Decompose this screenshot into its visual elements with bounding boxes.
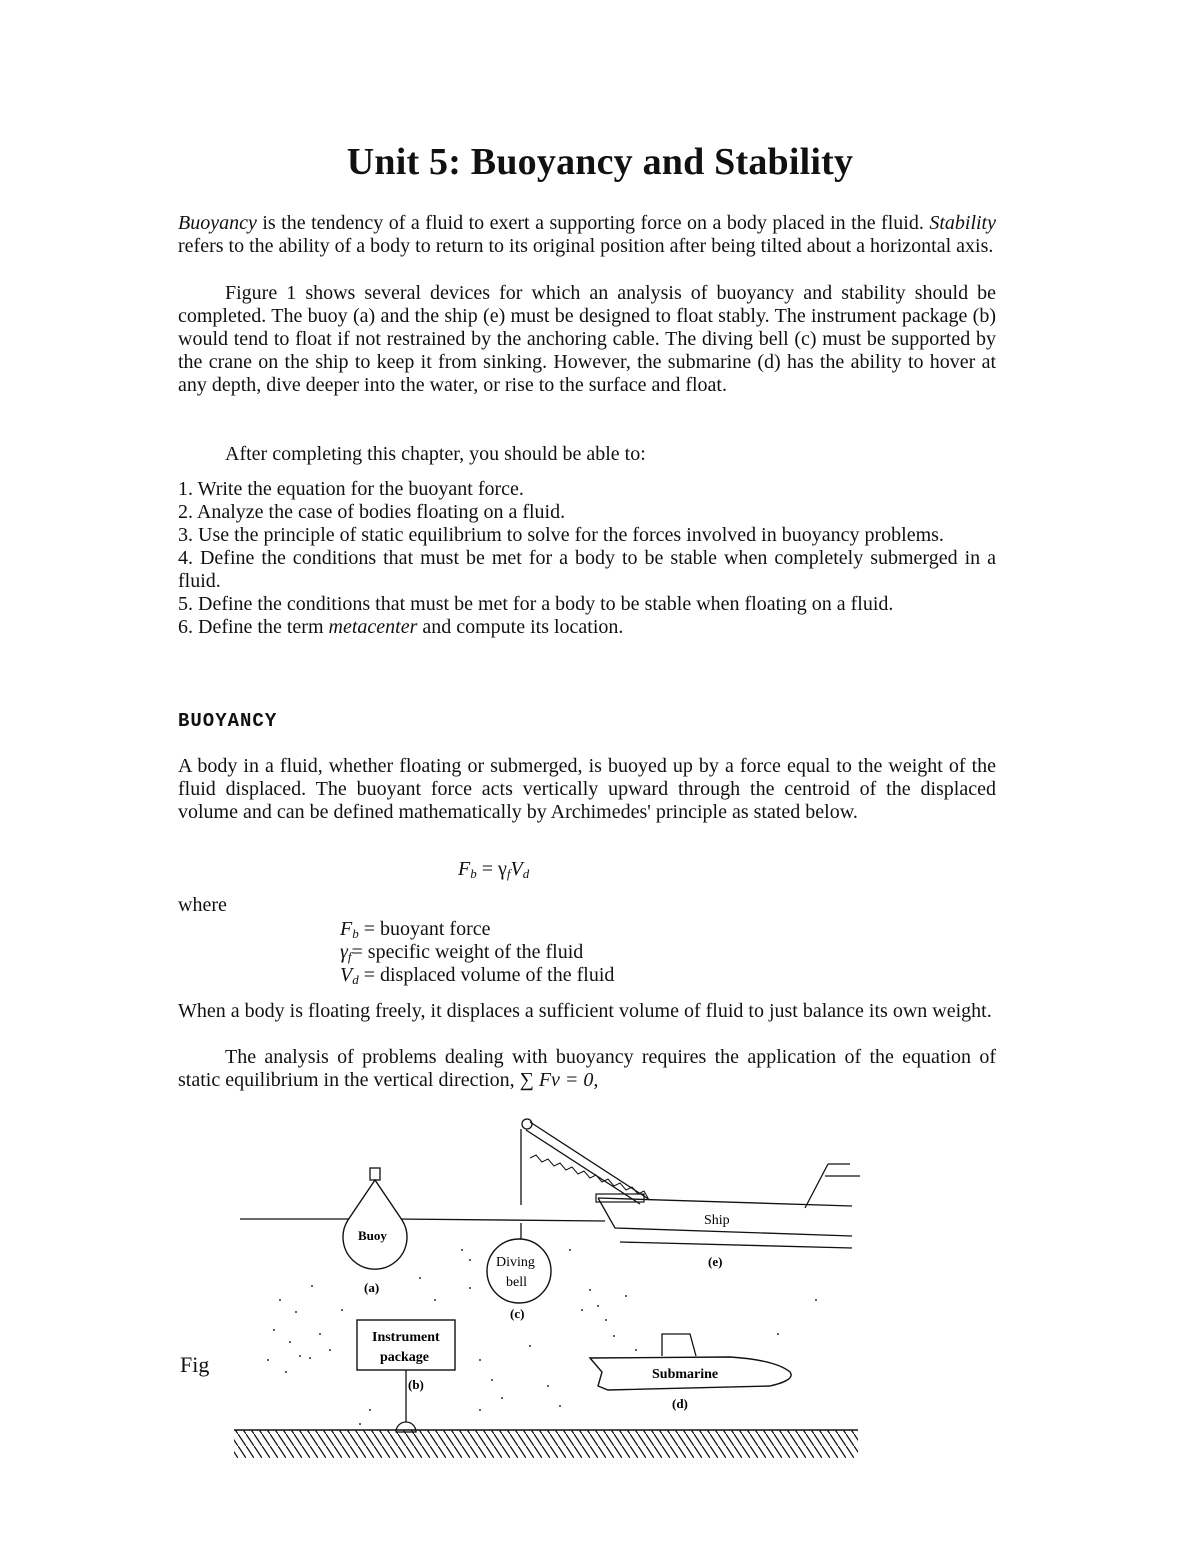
diving-bell-label-2: bell [506, 1275, 527, 1290]
buoyancy-paragraph-3 [178, 1046, 996, 1092]
ship-tag: (e) [708, 1254, 723, 1269]
intro-paragraph-2: Figure 1 shows several devices for which an analysis of buoyancy and stability should be completed. The buoy (a) and the ship (e) must be designed to float stably. The instrument package (b) would tend to float if not restrained by the anchoring cable. The diving bell (c) must be supported by the crane on the ship to keep it from sinking. However, the submarine (d) has the ability to hover at any depth, dive deeper into the water, or rise to the surface and float. [178, 282, 996, 396]
eq-rhs: V [510, 858, 523, 880]
eq-lhs-sub: b [470, 866, 477, 881]
instrument-label-2: package [380, 1350, 429, 1365]
eq-rhs-sub: d [522, 866, 530, 881]
def-text: = displaced volume of the fluid [358, 964, 615, 986]
eq-lhs: F [458, 858, 471, 880]
where-label: where [178, 894, 227, 916]
section-heading: BUOYANCY [178, 710, 278, 732]
water-surface [240, 1219, 605, 1221]
def-sub: f [347, 949, 352, 964]
def-symbol: F [340, 918, 353, 940]
objective-item: 3. Use the principle of static equilibrium to solve for the forces involved in buoyancy problems. [178, 524, 944, 546]
objectives-lead: After completing this chapter, you should be able to: [225, 443, 646, 465]
objective-item: 1. Write the equation for the buoyant force. [178, 478, 524, 500]
definition-item [340, 964, 614, 987]
figure-caption-fragment: Fig [180, 1352, 210, 1377]
intro-paragraph-1 [178, 212, 996, 258]
buoyancy-paragraph-2: When a body is floating freely, it displaces a sufficient volume of fluid to just balance its own weight. [178, 1000, 992, 1022]
def-text: = buoyant force [358, 918, 491, 940]
term-metacenter: metacenter [328, 616, 418, 638]
def-sub: b [352, 926, 359, 941]
objective-item: 2. Analyze the case of bodies floating on a fluid. [178, 501, 566, 523]
submarine-label: Submarine [652, 1367, 719, 1382]
ship [598, 1164, 860, 1269]
submarine-tag: (d) [672, 1396, 688, 1411]
definition-item [340, 918, 614, 941]
diving-bell [487, 1239, 551, 1321]
crane [521, 1119, 650, 1240]
buoyancy-devices-figure [230, 1110, 870, 1470]
instrument-tag: (b) [408, 1377, 424, 1392]
buoy-label: Buoy [358, 1228, 387, 1243]
instrument-label-1: Instrument [372, 1330, 440, 1345]
ship-label: Ship [704, 1213, 730, 1228]
objective-6-prefix: 6. Define the term [178, 616, 329, 638]
objectives-list [178, 478, 996, 639]
archimedes-equation [458, 858, 529, 881]
definition-item [340, 941, 614, 964]
def-symbol: γ [340, 941, 348, 963]
seabed [234, 1430, 858, 1458]
submarine [590, 1334, 791, 1411]
eq-mid: = γ [476, 858, 507, 880]
page-title: Unit 5: Buoyancy and Stability [346, 141, 854, 183]
p3-text: The analysis of problems dealing with buoyancy requires the application of the equation of static equilibrium in the vertical direction, [178, 1046, 996, 1091]
intro-text-1: is the tendency of a fluid to exert a supporting force on a body placed in the fluid. [256, 212, 930, 234]
objective-6-suffix: and compute its location. [417, 616, 624, 638]
buoy-tag: (a) [364, 1280, 380, 1295]
instrument-package [357, 1320, 455, 1432]
definitions-list [340, 918, 614, 987]
intro-text-2: refers to the ability of a body to return to its original position after being tilted about a horizontal axis. [178, 235, 994, 257]
term-buoyancy: Buoyancy [178, 212, 257, 234]
def-sub: d [352, 972, 359, 987]
objective-item-6 [178, 616, 996, 639]
buoy [343, 1168, 407, 1295]
diving-bell-tag: (c) [510, 1306, 525, 1321]
objective-item: 4. Define the conditions that must be met for a body to be stable when completely submerged in a fluid. [178, 547, 996, 592]
objective-item: 5. Define the conditions that must be met for a body to be stable when floating on a fluid. [178, 593, 894, 615]
diving-bell-label-1: Diving [496, 1255, 535, 1270]
buoyancy-paragraph-1: A body in a fluid, whether floating or submerged, is buoyed up by a force equal to the weight of the fluid displaced. The buoyant force acts vertically upward through the centroid of the displaced volume and can be defined mathematically by Archimedes' principle as stated below. [178, 755, 996, 823]
def-text: = specific weight of the fluid [351, 941, 584, 963]
eq-mid-sub: f [506, 866, 511, 881]
term-stability: Stability [929, 212, 996, 234]
def-symbol: V [340, 964, 353, 986]
static-equilibrium-equation: ∑ Fv = 0, [519, 1069, 599, 1091]
